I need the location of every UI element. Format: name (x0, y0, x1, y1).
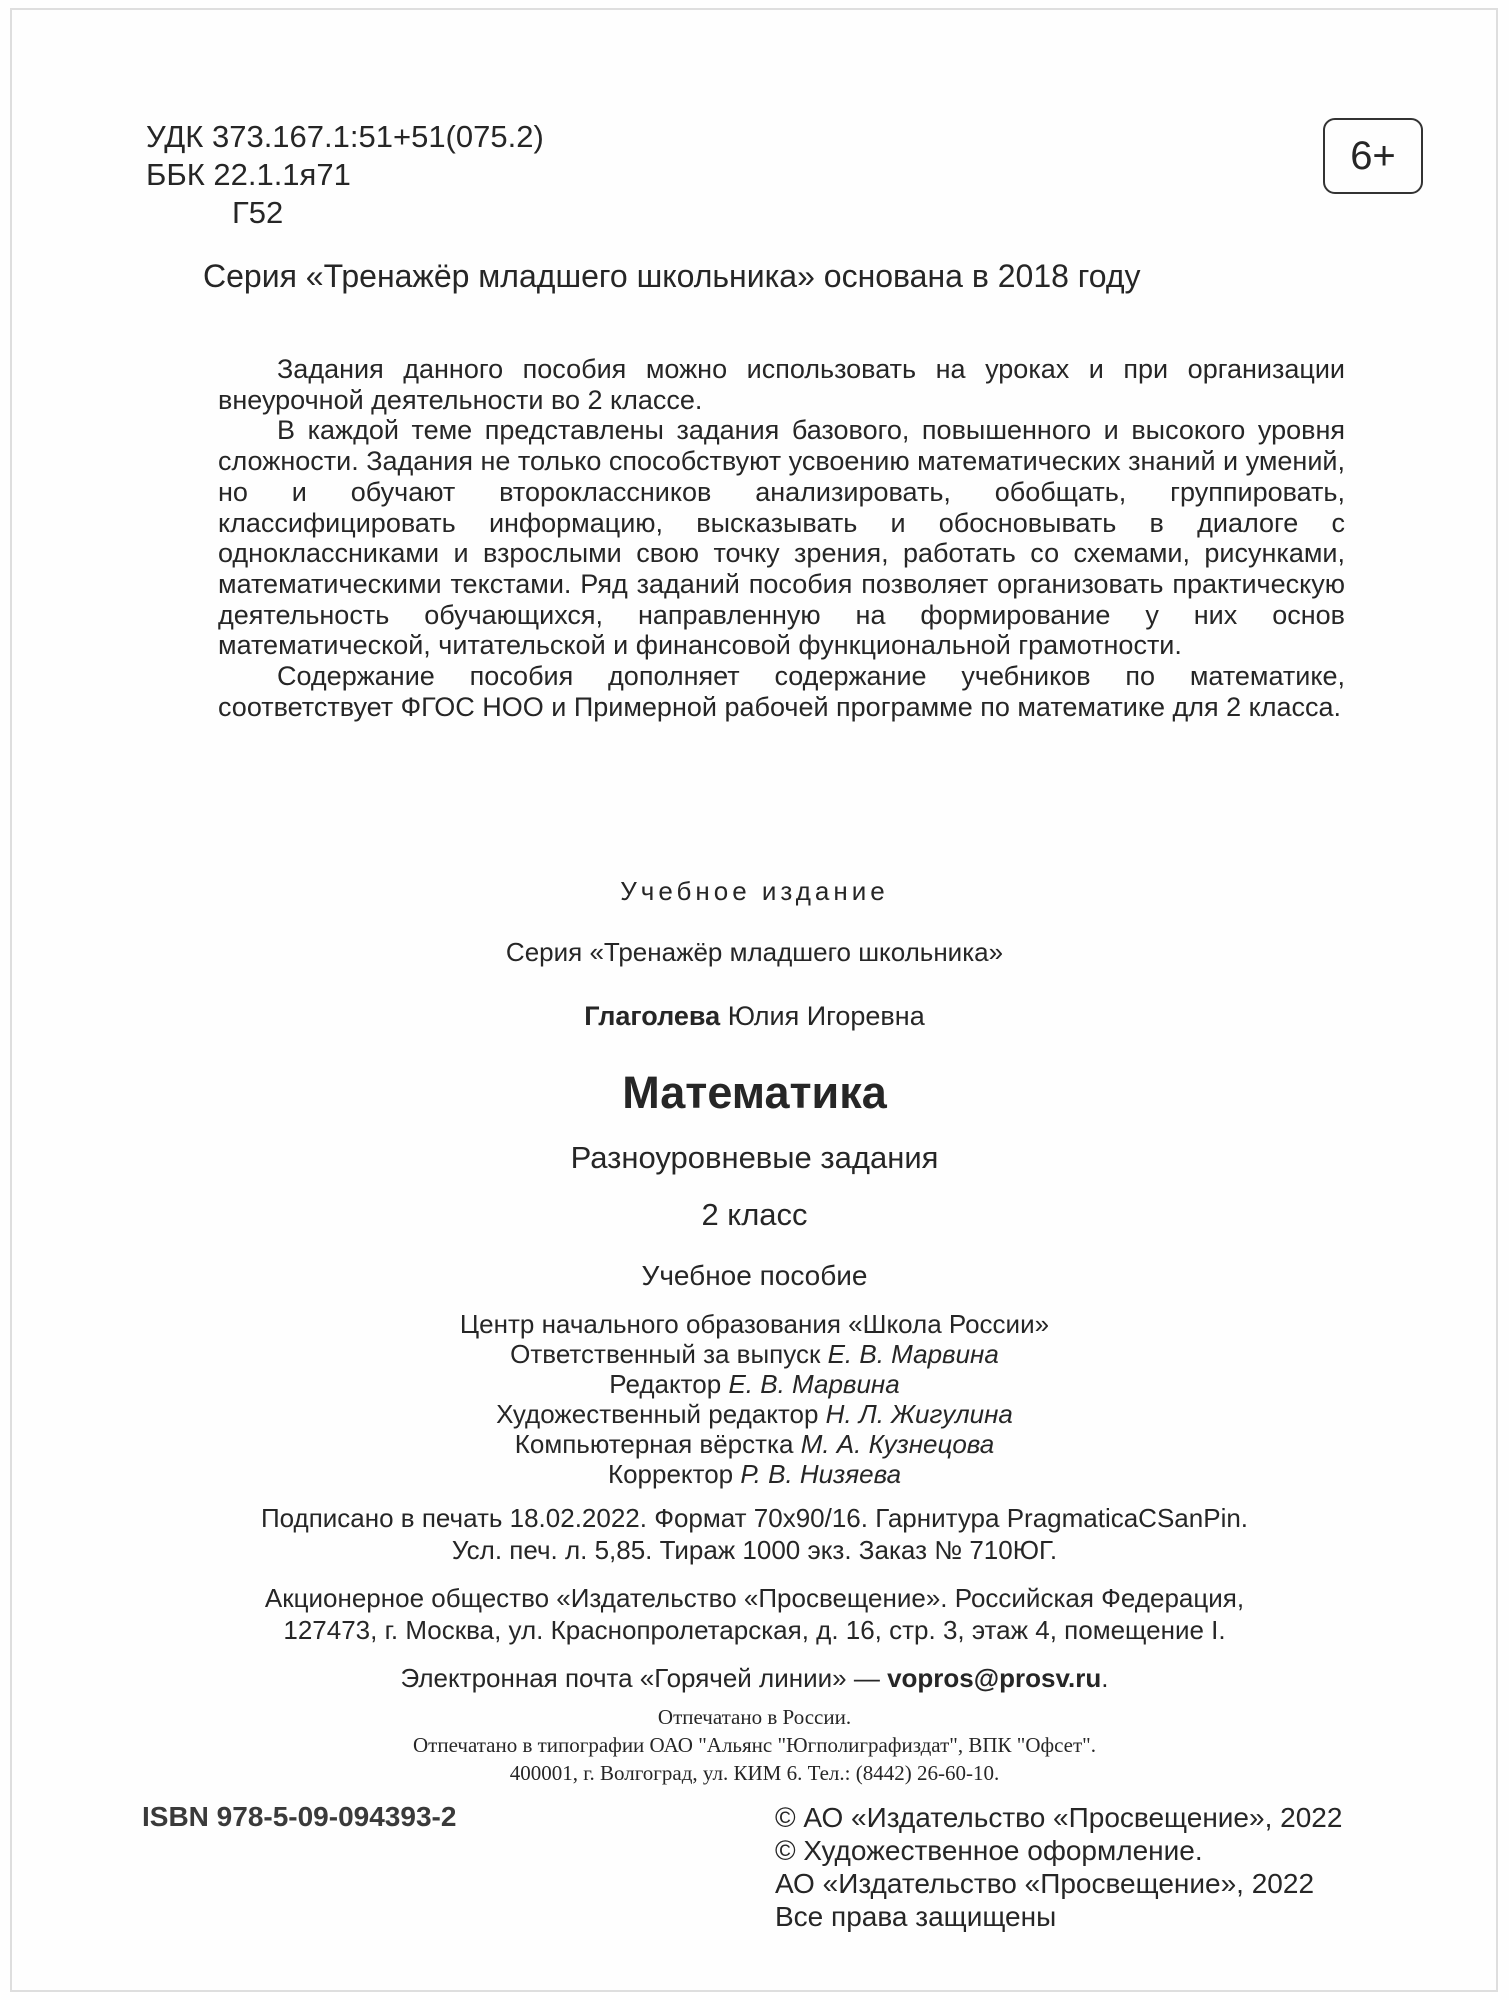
book-annotation (218, 354, 1345, 722)
annotation-paragraph: В каждой теме представлены задания базового, повышенного и высокого уровня сложности. Задания не только способствуют усвоению математических знаний и умений, но и обучают второклассников анализировать, обобщать, группировать, классифицировать информацию, высказывать и обосновывать в диалоге с одноклассниками и взрослыми свою точку зрения, работать со схемами, рисунками, математическими текстами. Ряд заданий пособия позволяет организовать практическую деятельность обучающихся, направленную на формирование у них основ математической, читательской и финансовой функциональной грамотности. (218, 415, 1345, 661)
annotation-paragraph: Задания данного пособия можно использовать на уроках и при организации внеурочной деятельности во 2 классе. (218, 354, 1345, 415)
publisher-line: Акционерное общество «Издательство «Просвещение». Российская Федерация, (264, 1583, 1245, 1613)
staff-line: Художественный редактор Н. Л. Жигулина (496, 1399, 1013, 1429)
copyright-line: АО «Издательство «Просвещение», 2022 (775, 1868, 1315, 1899)
author-surname: Глаголева (584, 1001, 721, 1031)
book-subtitle: Разноуровневые задания (570, 1140, 939, 1175)
isbn-number: ISBN 978-5-09-094393-2 (142, 1801, 457, 1832)
age-rating-badge: 6+ (1323, 118, 1423, 194)
email-address: vopros@prosv.ru (887, 1663, 1102, 1693)
edition-type: Учебное издание (620, 876, 889, 906)
staff-line: Редактор Е. В. Марвина (609, 1369, 900, 1399)
hotline-email: Электронная почта «Горячей линии» — vopros@prosv.ru. (400, 1663, 1109, 1693)
staff-line: Компьютерная вёрстка М. А. Кузнецова (514, 1429, 995, 1459)
copyright-line: © АО «Издательство «Просвещение», 2022 (775, 1802, 1343, 1833)
book-type: Учебное пособие (641, 1260, 868, 1291)
printed-in-line: 400001, г. Волгоград, ул. КИМ 6. Тел.: (8442) 26-60-10. (509, 1761, 1000, 1785)
staff-line: Ответственный за выпуск Е. В. Марвина (510, 1339, 999, 1369)
author-given-name: Юлия Игоревна (727, 1001, 925, 1031)
print-info-line: Усл. печ. л. 5,85. Тираж 1000 экз. Заказ № 710ЮГ. (451, 1535, 1058, 1565)
staff-line: Центр начального образования «Школа России» (459, 1309, 1050, 1339)
series-name: Серия «Тренажёр младшего школьника» (505, 937, 1004, 967)
staff-line: Корректор Р. В. Низяева (607, 1459, 902, 1489)
copyright-line: © Художественное оформление. (775, 1835, 1203, 1866)
series-founded-note: Серия «Тренажёр младшего школьника» основана в 2018 году (203, 258, 1141, 294)
printed-in-line: Отпечатано в типографии ОАО "Альянс "Югполиграфиздат", ВПК "Офсет". (413, 1733, 1096, 1757)
grade-label: 2 класс (701, 1197, 808, 1232)
author-mark-code: Г52 (232, 195, 284, 230)
printed-in-line: Отпечатано в России. (657, 1705, 852, 1729)
page-sheet (10, 8, 1498, 1992)
print-info-line: Подписано в печать 18.02.2022. Формат 70x90/16. Гарнитура PragmaticaCSanPin. (260, 1503, 1249, 1533)
annotation-paragraph: Содержание пособия дополняет содержание учебников по математике, соответствует ФГОС НОО и Примерной рабочей программе по математике для 2 класса. (218, 661, 1345, 722)
bbk-code: ББК 22.1.1я71 (146, 157, 351, 192)
publisher-line: 127473, г. Москва, ул. Краснопролетарская, д. 16, стр. 3, этаж 4, помещение I. (283, 1615, 1226, 1645)
copyright-line: Все права защищены (775, 1901, 1057, 1932)
book-title: Математика (622, 1067, 887, 1118)
udk-code: УДК 373.167.1:51+51(075.2) (146, 119, 544, 154)
author-name (0, 1001, 1509, 1032)
